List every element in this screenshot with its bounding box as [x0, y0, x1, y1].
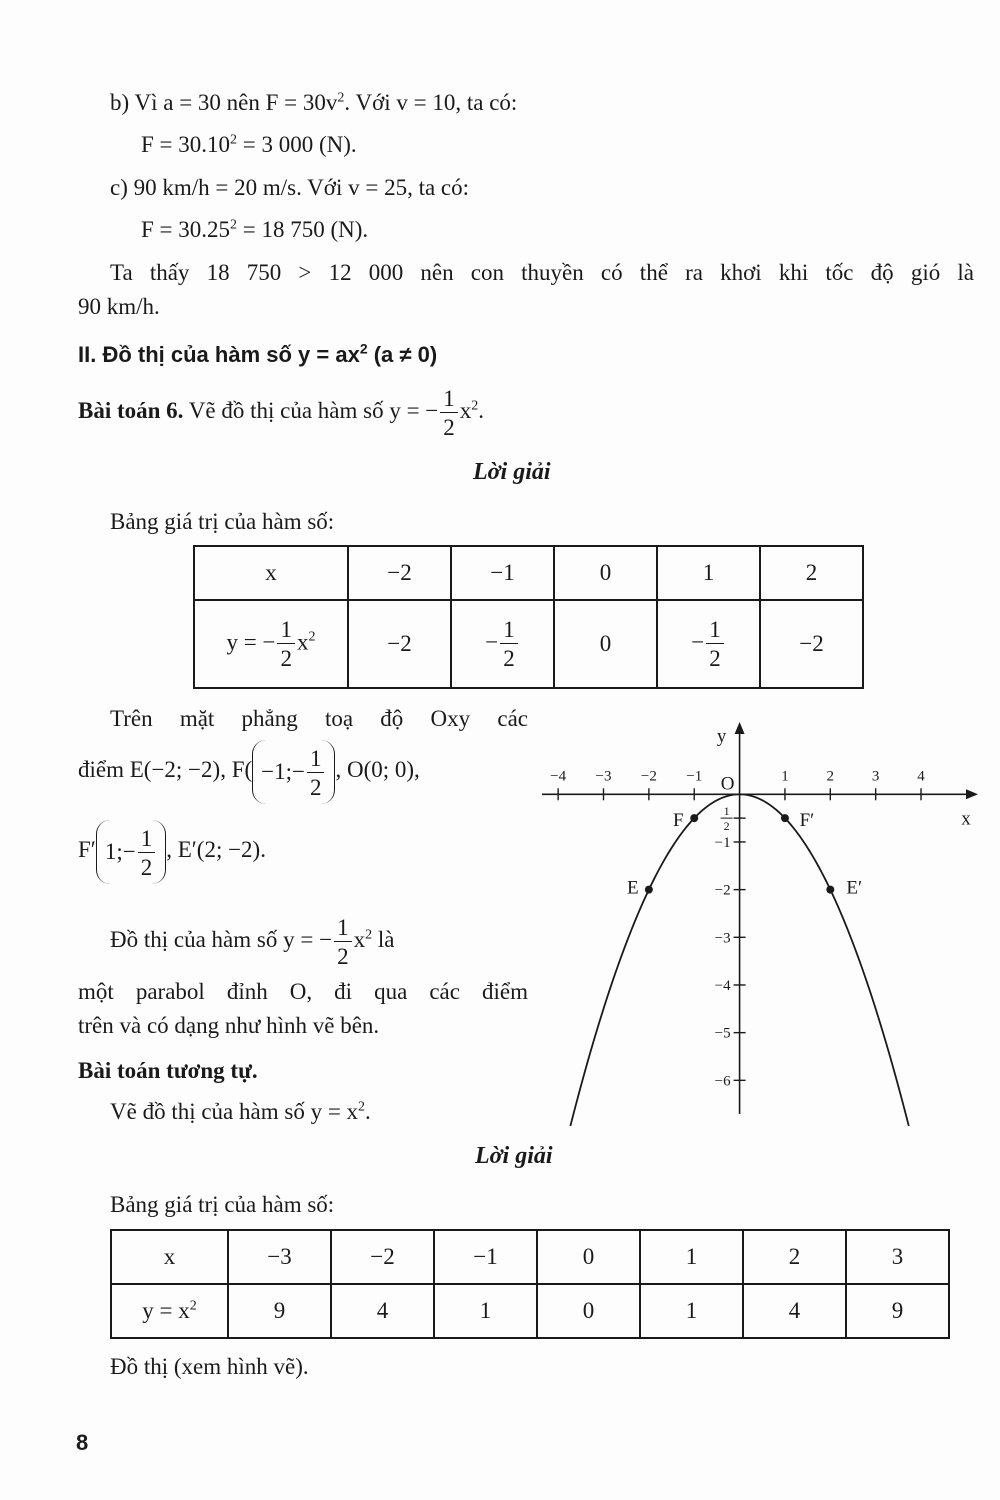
value-table-1 — [193, 545, 864, 689]
formula-c-a: F = 30.25 — [141, 217, 231, 242]
table-2-y-cell: 9 — [228, 1284, 331, 1338]
x-tick-label: 3 — [871, 768, 880, 785]
graph-points-layer — [627, 810, 862, 899]
y-tick-label: −1 — [714, 834, 731, 851]
table-1-y-sign: − — [691, 629, 705, 655]
formula-b — [141, 130, 357, 160]
table-1-y-frac — [277, 618, 295, 670]
y-tick-label: −2 — [714, 882, 731, 899]
y-axis-arrow — [735, 722, 745, 734]
points-line-2-frac — [307, 747, 325, 799]
table-2-y-label-text: y = x — [142, 1298, 190, 1323]
table-2-caption: Bảng giá trị của hàm số: — [110, 1192, 335, 1217]
x-tick-label: −2 — [640, 768, 657, 785]
similar-text-a: Vẽ đồ thị của hàm số y = x — [110, 1099, 359, 1124]
table-2-x-cell: 1 — [640, 1230, 743, 1284]
table-2-y-cell: 1 — [434, 1284, 537, 1338]
table-1-caption: Bảng giá trị của hàm số: — [110, 509, 335, 534]
section-heading-tail: (a ≠ 0) — [367, 342, 438, 367]
table-2-y-cell: 9 — [846, 1284, 949, 1338]
table-2-y-cell: 4 — [331, 1284, 434, 1338]
table-1-y-cell-frac — [706, 618, 724, 670]
graph-line-2: một parabol đỉnh O, đi qua các điểm — [78, 979, 528, 1004]
table-1-x-cell: 1 — [657, 546, 760, 600]
problem-6-text: Vẽ đồ thị của hàm số y = − — [183, 398, 439, 423]
section-heading — [78, 342, 437, 368]
points-line-3 — [78, 818, 266, 884]
graph-line-1-sup: 2 — [365, 927, 373, 943]
table-2-x-label: x — [111, 1230, 228, 1284]
table-2-y-cell: 0 — [537, 1284, 640, 1338]
table-1-y-sup: 2 — [308, 629, 316, 645]
formula-c-b: = 18 750 (N). — [237, 217, 369, 242]
similar-end: . — [365, 1099, 371, 1124]
points-line-3-frac — [138, 827, 156, 879]
table-1-y-cell: 0 — [554, 600, 657, 688]
problem-6-end: . — [478, 398, 485, 423]
y-tick-half-num: 1 — [723, 804, 730, 819]
graph-line-3: trên và có dạng như hình vẽ bên. — [78, 1013, 380, 1038]
solution-title-2: Lời giải — [475, 1143, 553, 1169]
formula-c-sup: 2 — [230, 217, 238, 233]
y-tick-label: −5 — [714, 1025, 731, 1042]
x-tick-label: 4 — [917, 768, 925, 785]
table-1-x-cell: −1 — [451, 546, 554, 600]
problem-6-frac-num: 1 — [440, 387, 458, 413]
points-line-3-paren-a: 1;− — [104, 838, 136, 864]
points-line-2-paren-a: −1;− — [261, 758, 305, 784]
problem-6-tail: x — [459, 398, 472, 423]
points-line-3-a: F′ — [78, 837, 96, 862]
points-line-2 — [78, 738, 420, 804]
table-2-x-cell: 0 — [537, 1230, 640, 1284]
points-line-2-den: 2 — [309, 775, 322, 801]
y-tick-half-den: 2 — [723, 819, 730, 834]
x-tick-label: −3 — [595, 768, 612, 785]
table-1-y-cell-frac — [500, 618, 518, 670]
table-1-y-post: x — [296, 629, 309, 655]
table-1-y-row — [194, 600, 863, 688]
solution-title-1: Lời giải — [473, 459, 551, 485]
problem-6-frac-den: 2 — [443, 414, 455, 440]
table-1-x-label: x — [194, 546, 348, 600]
points-line-3-num: 1 — [138, 827, 156, 853]
table-1-x-cell: 0 — [554, 546, 657, 600]
table-2-y-row — [111, 1284, 949, 1338]
table-1-y-pre: y = − — [226, 629, 276, 655]
point-marker — [645, 886, 653, 894]
table-2-y-cell: 4 — [743, 1284, 846, 1338]
table-1-y-cell-num: 1 — [706, 618, 724, 644]
problem-6-label: Bài toán 6. — [78, 398, 184, 423]
graph-line-1-a: Đồ thị của hàm số y = − — [110, 927, 333, 952]
similar-sup: 2 — [358, 1099, 366, 1115]
similar-title: Bài toán tương tự. — [78, 1058, 258, 1083]
table-1-x-row — [194, 546, 863, 600]
point-marker — [781, 814, 789, 822]
table-2-x-cell: −3 — [228, 1230, 331, 1284]
table-1-y-cell — [657, 600, 760, 688]
problem-6-fraction — [440, 387, 458, 439]
points-line-3-paren — [96, 820, 166, 884]
y-tick-label: −6 — [714, 1073, 731, 1090]
graph-line-1 — [110, 910, 528, 970]
line-b-tail: . Với v = 10, ta có: — [344, 90, 518, 115]
origin-label: O — [720, 773, 735, 795]
final-line: Đồ thị (xem hình vẽ). — [110, 1354, 309, 1379]
graph-line-1-num: 1 — [334, 916, 352, 942]
conclusion-line-1: Ta thấy 18 750 > 12 000 nên con thuyền có thể ra khơi khi tốc độ gió là — [110, 260, 974, 285]
x-tick-label: −1 — [686, 768, 703, 785]
table-1-y-sign: − — [485, 629, 499, 655]
points-line-3-b: , E′(2; −2). — [166, 837, 266, 862]
formula-b-b: = 3 000 (N). — [237, 132, 357, 157]
table-1-x-cell: 2 — [760, 546, 863, 600]
points-line-2-num: 1 — [307, 747, 325, 773]
page-number: 8 — [76, 1430, 89, 1455]
table-2-y-cell: 1 — [640, 1284, 743, 1338]
table-2-x-cell: −1 — [434, 1230, 537, 1284]
x-tick-label: 1 — [781, 768, 789, 785]
table-2-x-cell: 3 — [846, 1230, 949, 1284]
y-tick-label: −3 — [714, 930, 731, 947]
x-tick-label: 2 — [826, 768, 835, 785]
line-b-sup: 2 — [337, 90, 345, 106]
graph-ticks — [550, 768, 925, 1089]
table-1-y-label — [194, 600, 348, 688]
points-line-2-paren — [252, 740, 335, 804]
table-1-y-cell-den: 2 — [709, 646, 721, 671]
table-1-x-cell: −2 — [348, 546, 451, 600]
point-marker — [690, 814, 698, 822]
point-marker — [826, 886, 834, 894]
table-1-y-cell — [451, 600, 554, 688]
table-1-y-cell-num: 1 — [500, 618, 518, 644]
points-line-2-a: điểm E(−2; −2), F( — [78, 757, 253, 782]
table-2-x-cell: −2 — [331, 1230, 434, 1284]
problem-6 — [78, 382, 484, 440]
line-c: c) 90 km/h = 20 m/s. Với v = 25, ta có: — [110, 175, 470, 200]
points-line-1: Trên mặt phẳng toạ độ Oxy các — [110, 706, 528, 731]
table-2-x-row — [111, 1230, 949, 1284]
table-2-y-label — [111, 1284, 228, 1338]
table-1-y-cell: −2 — [760, 600, 863, 688]
problem-6-sup: 2 — [471, 398, 479, 414]
point-label: F — [672, 810, 684, 832]
formula-b-sup: 2 — [230, 132, 238, 148]
parabola-graph — [540, 718, 980, 1128]
table-1-y-den: 2 — [280, 646, 292, 671]
graph-line-1-den: 2 — [337, 943, 349, 969]
y-axis-label: y — [716, 726, 727, 747]
formula-c — [141, 215, 368, 245]
value-table-2 — [110, 1229, 950, 1339]
section-heading-sup: 2 — [359, 340, 368, 357]
x-axis-arrow — [966, 789, 978, 799]
graph-line-1-frac — [334, 916, 352, 968]
table-1-y-cell-den: 2 — [503, 646, 515, 671]
formula-b-a: F = 30.10 — [141, 132, 231, 157]
graph-line-1-b: x — [353, 927, 366, 952]
points-line-2-b: , O(0; 0), — [335, 757, 420, 782]
x-tick-label: −4 — [550, 768, 567, 785]
table-1-y-cell: −2 — [348, 600, 451, 688]
conclusion-line-2: 90 km/h. — [78, 294, 160, 319]
points-line-3-den: 2 — [140, 855, 153, 881]
line-b-text: b) Vì a = 30 nên F = 30v — [110, 90, 338, 115]
table-2-y-label-sup: 2 — [189, 1298, 197, 1314]
point-label: E′ — [846, 877, 863, 899]
point-label: E — [627, 877, 639, 899]
line-b — [110, 88, 517, 118]
graph-line-1-c: là — [372, 927, 395, 952]
section-heading-text: II. Đồ thị của hàm số y = ax — [78, 342, 360, 367]
similar-text — [110, 1097, 371, 1127]
x-axis-label: x — [961, 808, 971, 830]
table-2-x-cell: 2 — [743, 1230, 846, 1284]
table-1-y-num: 1 — [277, 618, 295, 644]
point-label: F′ — [799, 810, 815, 832]
y-tick-label: −4 — [714, 977, 731, 994]
